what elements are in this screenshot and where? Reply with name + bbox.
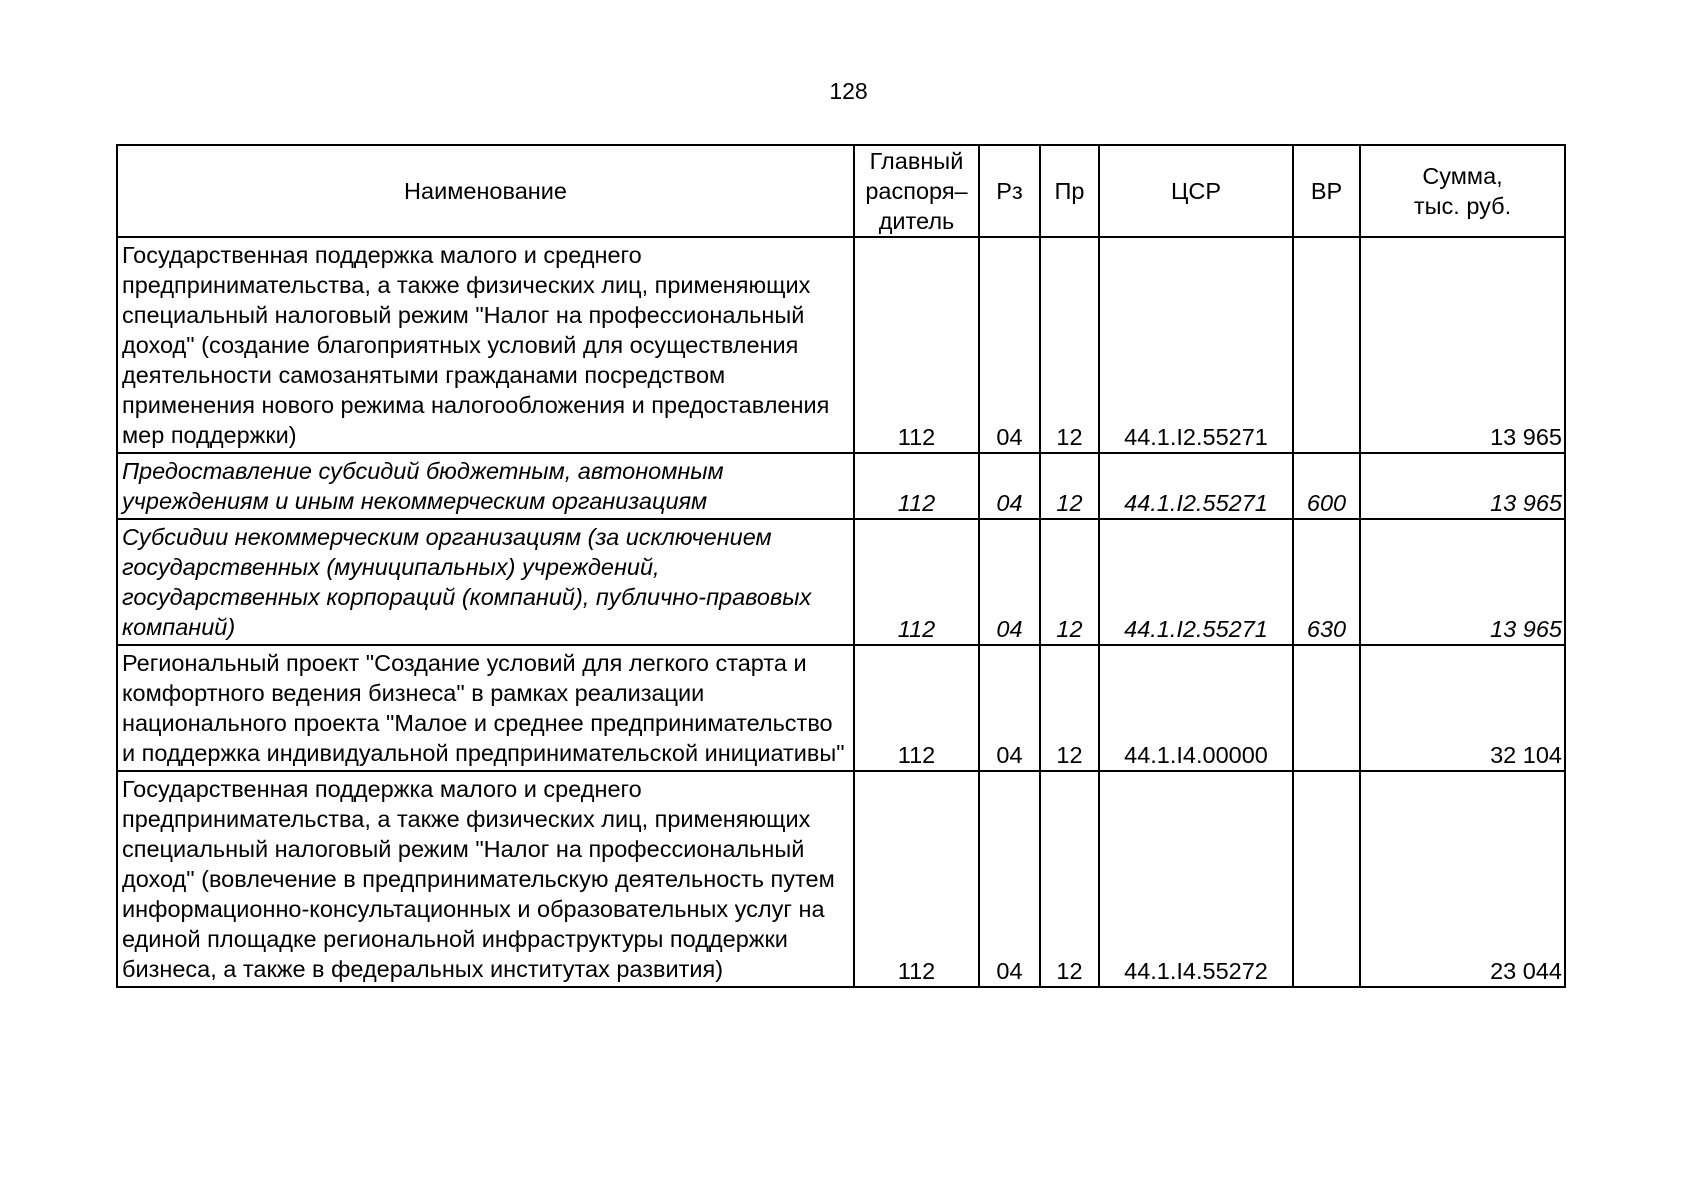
row-vr bbox=[1293, 771, 1360, 987]
row-chief: 112 bbox=[854, 519, 979, 645]
header-chief-line3: дитель bbox=[878, 208, 955, 234]
page-number: 128 bbox=[829, 78, 868, 104]
header-chief-manager bbox=[854, 145, 979, 237]
row-sum: 13 965 bbox=[1360, 237, 1565, 453]
row-pr: 12 bbox=[1040, 519, 1099, 645]
row-pr: 12 bbox=[1040, 237, 1099, 453]
row-csr: 44.1.I2.55271 bbox=[1099, 237, 1293, 453]
row-name: Субсидии некоммерческим организациям (за исключением государственных (муниципальных) учреждений, государственных корпораций (компаний), публично-правовых компаний) bbox=[117, 519, 854, 645]
table-row bbox=[117, 453, 1565, 519]
header-sum-line1: Сумма, bbox=[1422, 163, 1503, 189]
row-csr: 44.1.I4.55272 bbox=[1099, 771, 1293, 987]
row-rz: 04 bbox=[979, 453, 1040, 519]
row-chief: 112 bbox=[854, 453, 979, 519]
row-sum: 23 044 bbox=[1360, 771, 1565, 987]
row-rz: 04 bbox=[979, 519, 1040, 645]
row-rz: 04 bbox=[979, 237, 1040, 453]
table-header-row bbox=[117, 145, 1565, 237]
table-row bbox=[117, 519, 1565, 645]
header-pr: Пр bbox=[1040, 145, 1099, 237]
budget-table bbox=[116, 144, 1566, 988]
row-chief: 112 bbox=[854, 237, 979, 453]
row-name: Государственная поддержка малого и среднего предпринимательства, а также физических лиц, применяющих специальный налоговый режим "Налог на профессиональный доход" (вовлечение в предпринимательскую деятельность путем информационно-консультационных и образовательных услуг на единой площадке региональной инфраструктуры поддержки бизнеса, а также в федеральных институтах развития) bbox=[117, 771, 854, 987]
row-rz: 04 bbox=[979, 771, 1040, 987]
row-sum: 32 104 bbox=[1360, 645, 1565, 771]
row-vr bbox=[1293, 645, 1360, 771]
header-rz: Рз bbox=[979, 145, 1040, 237]
header-csr: ЦСР bbox=[1099, 145, 1293, 237]
row-name: Региональный проект "Создание условий для легкого старта и комфортного ведения бизнеса" в рамках реализации национального проекта "Малое и среднее предпринимательство и поддержка индивидуальной предпринимательской инициативы" bbox=[117, 645, 854, 771]
header-vr: ВР bbox=[1293, 145, 1360, 237]
row-sum: 13 965 bbox=[1360, 453, 1565, 519]
row-name: Предоставление субсидий бюджетным, автономным учреждениям и иным некоммерческим организациям bbox=[117, 453, 854, 519]
row-vr: 600 bbox=[1293, 453, 1360, 519]
header-sum-line2: тыс. руб. bbox=[1413, 193, 1512, 219]
row-rz: 04 bbox=[979, 645, 1040, 771]
row-chief: 112 bbox=[854, 645, 979, 771]
table-row bbox=[117, 237, 1565, 453]
table-row bbox=[117, 645, 1565, 771]
row-csr: 44.1.I2.55271 bbox=[1099, 453, 1293, 519]
header-name: Наименование bbox=[117, 145, 854, 237]
row-pr: 12 bbox=[1040, 645, 1099, 771]
row-vr: 630 bbox=[1293, 519, 1360, 645]
row-csr: 44.1.I2.55271 bbox=[1099, 519, 1293, 645]
row-pr: 12 bbox=[1040, 453, 1099, 519]
header-chief-line2: распоря– bbox=[865, 178, 968, 204]
row-sum: 13 965 bbox=[1360, 519, 1565, 645]
header-chief-line1: Главный bbox=[869, 148, 964, 174]
row-chief: 112 bbox=[854, 771, 979, 987]
row-pr: 12 bbox=[1040, 771, 1099, 987]
header-sum bbox=[1360, 145, 1565, 237]
table-row bbox=[117, 771, 1565, 987]
row-vr bbox=[1293, 237, 1360, 453]
row-name: Государственная поддержка малого и среднего предпринимательства, а также физических лиц, применяющих специальный налоговый режим "Налог на профессиональный доход" (создание благоприятных условий для осуществления деятельности самозанятыми гражданами посредством применения нового режима налогообложения и предоставления мер поддержки) bbox=[117, 237, 854, 453]
row-csr: 44.1.I4.00000 bbox=[1099, 645, 1293, 771]
